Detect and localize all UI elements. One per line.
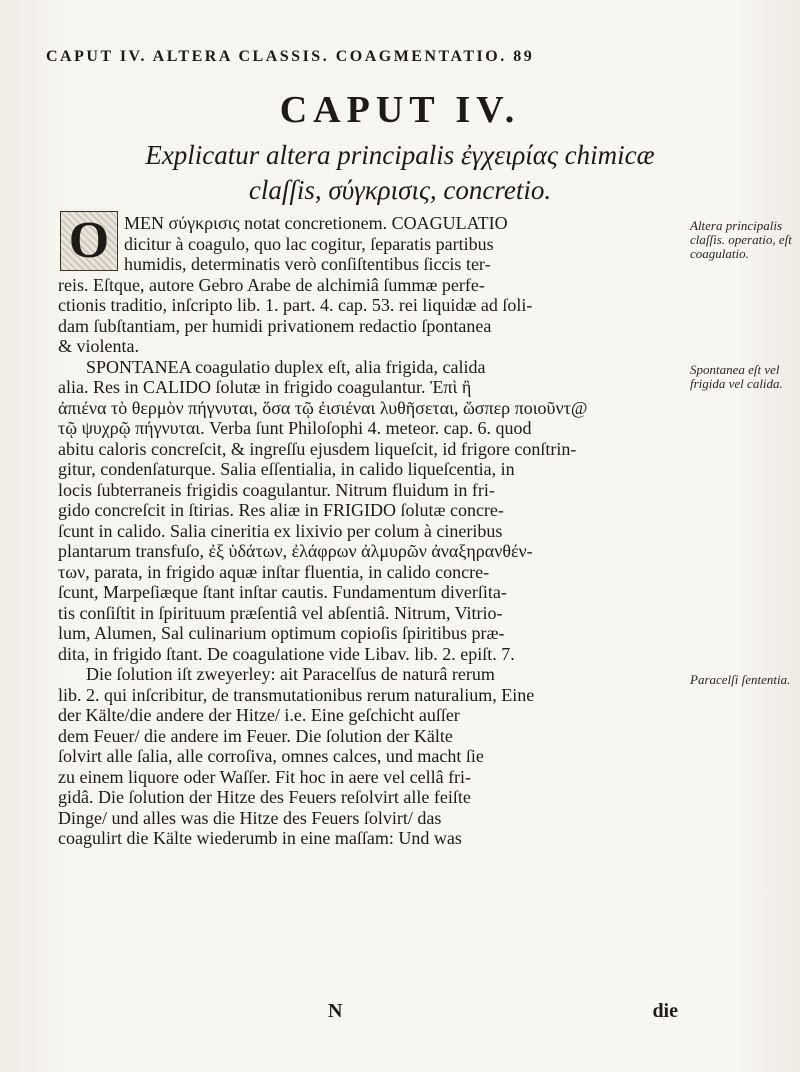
text-line: Dinge/ und alles was die Hitze des Feuers ſolvirt/ das	[58, 807, 442, 828]
margin-note-paracelsus: Paracelſi ſententia.	[690, 672, 791, 687]
text-line: των, parata, in frigido aquæ inſtar fluentia, in calido concre-	[58, 561, 490, 582]
text-line: ſcunt in calido. Salia cineritia ex lixivio per colum à cineribus	[58, 520, 503, 541]
paragraph-definition	[58, 213, 678, 357]
chapter-subtitle-line2: claſſis, σύγκρισις, concretio.	[248, 175, 552, 205]
text-line: reis. Eſtque, autore Gebro Arabe de alchimiâ ſummæ perfe-	[58, 274, 485, 295]
text-line: zu einem liquore oder Waſſer. Fit hoc in aere vel cellâ fri-	[58, 766, 472, 787]
running-head: CAPUT IV. ALTERA CLASSIS. COAGMENTATIO. 89	[46, 48, 535, 65]
body-text	[58, 213, 678, 849]
text-line: dam ſubſtantiam, per humidi privationem redactio ſpontanea	[58, 315, 492, 336]
text-line: gitur, condenſaturque. Salia eſſentialia, in calido liqueſcentia, in	[58, 459, 515, 479]
text-line: Die ſolution iſt zweyerley: ait Paracelſus de naturâ rerum	[86, 664, 495, 684]
text-line: lum, Alumen, Sal culinarium optimum copioſis ſpiritibus præ-	[58, 623, 505, 643]
text-line: ſolvirt alle ſalia, alle corroſiva, omnes calces, und macht ſie	[58, 746, 484, 766]
signature-mark: N	[328, 1000, 343, 1022]
chapter-subtitle-line1: Explicatur altera principalis ἐγχειρίας chimicæ	[145, 140, 655, 170]
text-line: ἀπιένα τὸ θερμὸν πήγνυται, ὅσα τῷ ἐισιέναι λυθῆσεται, ὥσπερ ποιοῦντ@	[58, 397, 588, 418]
text-line: humidis, determinatis verò conſiſtentibus ſiccis ter-	[124, 254, 491, 274]
text-line: dem Feuer/ die andere im Feuer. Die ſolution der Kälte	[58, 725, 453, 746]
text-line: lib. 2. qui inſcribitur, de transmutationibus rerum naturalium, Eine	[58, 684, 535, 705]
catchword: die	[652, 1000, 678, 1022]
paragraph-spontanea	[58, 357, 678, 665]
text-line: ctionis traditio, inſcripto lib. 1. part. 4. cap. 53. rei liquidæ ad ſoli-	[58, 295, 533, 315]
chapter-title: CAPUT IV.	[279, 89, 521, 131]
text-line: dicitur à coagulo, quo lac cogitur, ſeparatis partibus	[124, 233, 494, 254]
text-line: dita, in frigido ſtant. De coagulatione vide Libav. lib. 2. epiſt. 7.	[58, 643, 515, 664]
paragraph-paracelsus	[58, 664, 678, 849]
text-line: gido concreſcit in ſtirias. Res aliæ in FRIGIDO ſolutæ concre-	[58, 500, 504, 520]
text-line: MEN σύγκρισις notat concretionem. COAGULATIO	[124, 213, 508, 233]
text-line: locis ſubterraneis frigidis coagulantur. Nitrum fluidum in fri-	[58, 479, 495, 500]
text-line: alia. Res in CALIDO ſolutæ in frigido coagulantur. Ἐπὶ ἢ	[58, 377, 472, 397]
text-line: coagulirt die Kälte wiederumb in eine maſſam: Und was	[58, 828, 462, 848]
text-line: gidâ. Die ſolution der Hitze des Feuers reſolvirt alle feiſte	[58, 787, 471, 807]
text-line: plantarum transfuſo, ἐξ ὑδάτων, ἐλάφρων ἀλμυρῶν ἀναξηρανθέν-	[58, 541, 533, 561]
text-line: & violenta.	[58, 336, 139, 356]
text-line: SPONTANEA coagulatio duplex eſt, alia frigida, calida	[86, 356, 486, 377]
text-line: ſcunt, Marpeſiæque ſtant inſtar cautis. Fundamentum diverſita-	[58, 582, 507, 602]
text-line: der Kälte/die andere der Hitze/ i.e. Eine geſchicht auſſer	[58, 705, 460, 725]
text-line: τῷ ψυχρῷ πήγνυται. Verba ſunt Philoſophi 4. meteor. cap. 6. quod	[58, 418, 532, 438]
margin-note-altera: Altera principalis claſſis. operatio, eſt coagulatio.	[690, 218, 792, 261]
text-line: abitu caloris concreſcit, & ingreſſu ejusdem liqueſcit, id frigore conſtrin-	[58, 438, 577, 459]
margin-note-spontanea: Spontanea eſt vel frigida vel calida.	[690, 362, 783, 391]
initial-letter: O	[68, 212, 110, 269]
text-line: tis conſiſtit in ſpirituum præſentiâ vel abſentiâ. Nitrum, Vitrio-	[58, 602, 503, 623]
